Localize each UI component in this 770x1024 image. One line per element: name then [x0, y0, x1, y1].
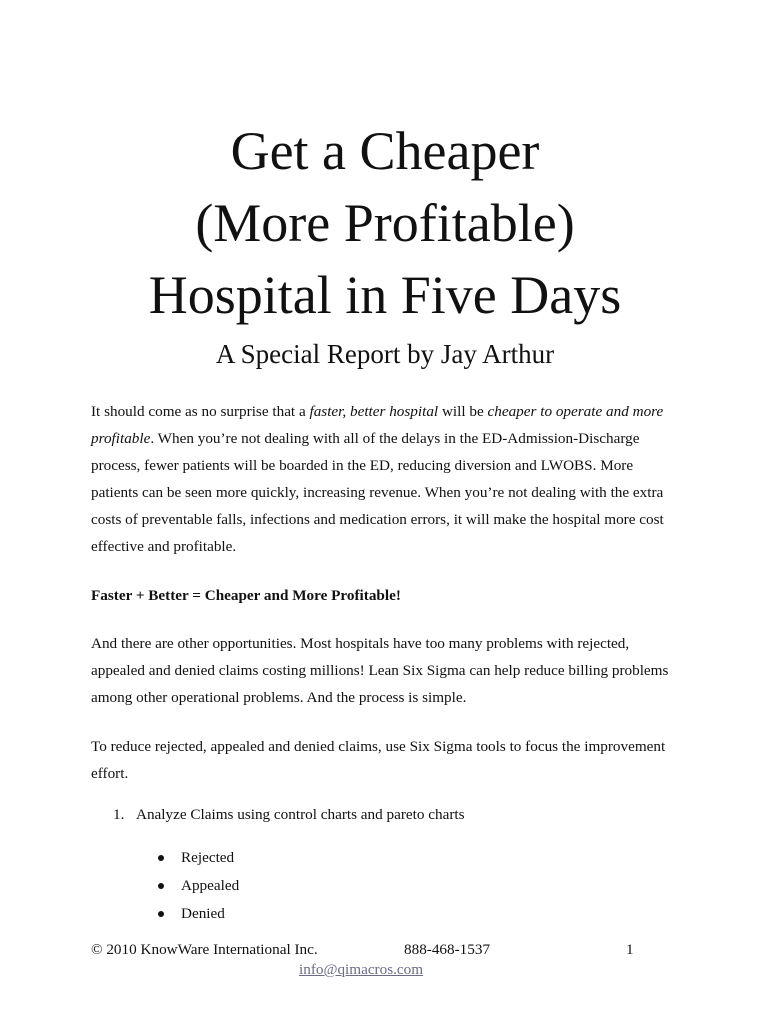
footer-copyright: © 2010 KnowWare International Inc. [91, 941, 318, 958]
claims-bullet-list [158, 844, 239, 928]
list-item-label: Appealed [181, 877, 240, 894]
step-number: 1. [113, 806, 125, 823]
bullet-icon [158, 855, 164, 861]
footer-email-link[interactable]: info@qimacros.com [299, 961, 424, 978]
equation-heading: Faster + Better = Cheaper and More Profitable! [91, 587, 401, 604]
list-item-label: Rejected [181, 849, 235, 866]
footer-page-number: 1 [626, 941, 634, 958]
title-line-1: Get a Cheaper [230, 121, 540, 181]
opportunities-paragraph: And there are other opportunities. Most hospitals have too many problems with rejected, appealed and denied claims costing millions! Lean Six Sigma can help reduce billing problems among other operational problems. And the process is simple. [91, 635, 669, 706]
intro-emphasis-1: faster, better hospital [309, 403, 439, 420]
list-item-label: Denied [181, 905, 225, 922]
intro-emphasis-2: cheaper to operate and more profitable [91, 403, 664, 447]
bullet-icon [158, 911, 164, 917]
list-item [158, 900, 239, 928]
intro-text-3: . When you’re not dealing with all of the delays in the ED-Admission-Discharge process, fewer patients will be boarded in the ED, reducing diversion and LWOBS. More patients can be seen more quickly, increasing revenue. When you’re not dealing with the extra costs of preventable falls, infections and medication errors, it will make the hospital more cost effective and profitable. [91, 430, 664, 555]
bullet-icon [158, 883, 164, 889]
numbered-step-1 [113, 801, 465, 828]
intro-text-2: will be [438, 403, 488, 420]
title-line-2: (More Profitable) [195, 193, 575, 253]
document-subtitle: A Special Report by Jay Arthur [215, 339, 555, 369]
claims-paragraph: To reduce rejected, appealed and denied claims, use Six Sigma tools to focus the improvement effort. [91, 738, 666, 782]
step-text: Analyze Claims using control charts and pareto charts [136, 806, 465, 823]
document-title [0, 115, 770, 331]
list-item [158, 872, 239, 900]
title-line-3: Hospital in Five Days [148, 265, 622, 325]
list-item [158, 844, 239, 872]
intro-paragraph [91, 398, 681, 560]
footer-phone: 888-468-1537 [404, 941, 491, 958]
intro-text-1: It should come as no surprise that a [91, 403, 310, 420]
